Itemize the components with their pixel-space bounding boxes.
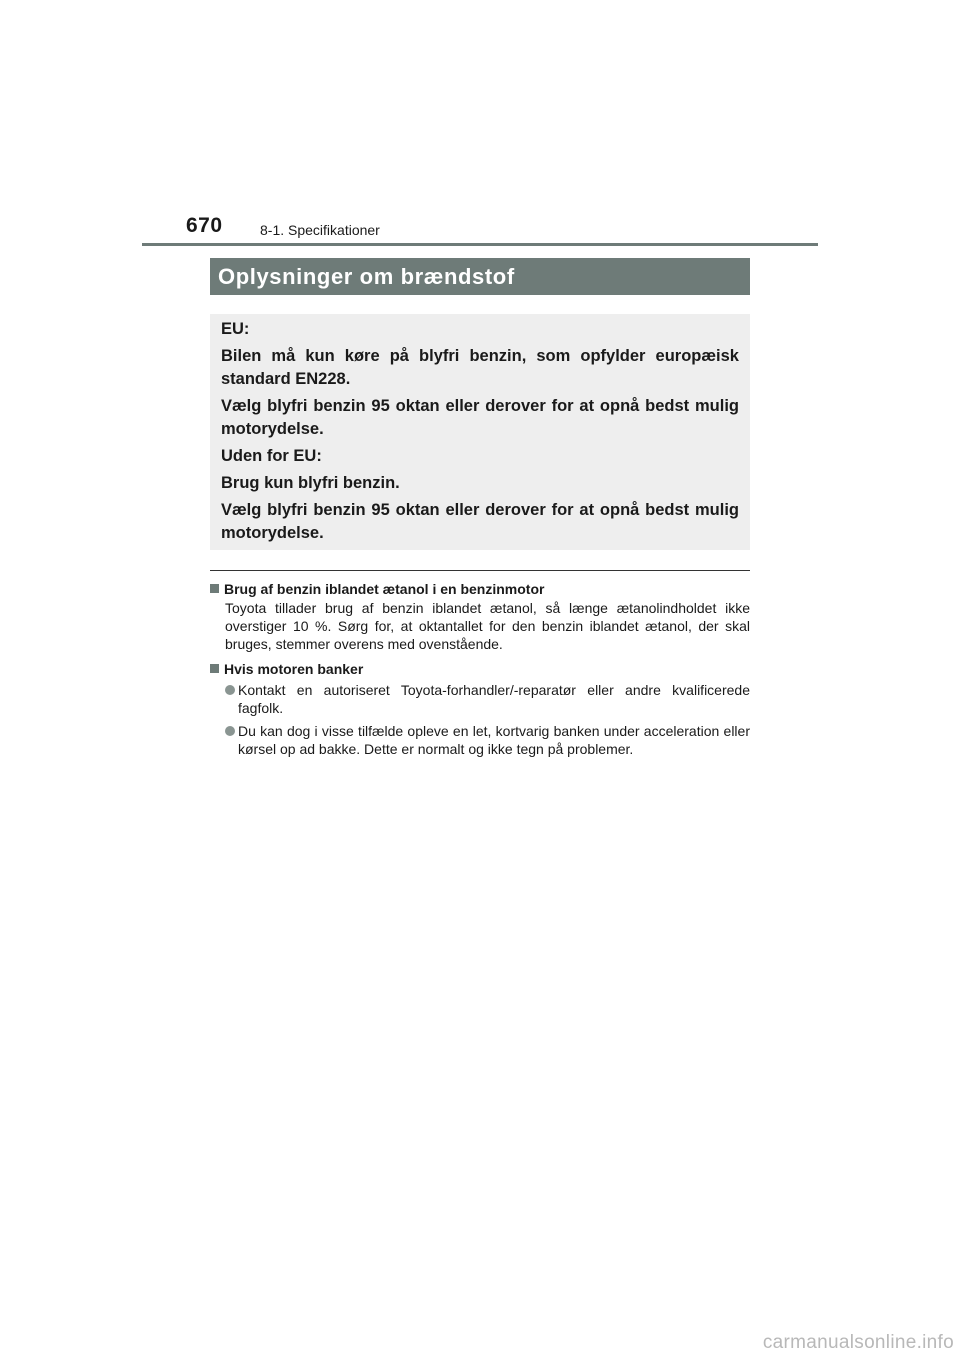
eu-heading: EU: xyxy=(221,320,250,338)
note-ethanol xyxy=(210,580,750,653)
note-heading-text: Brug af benzin iblandet ætanol i en benzinmotor xyxy=(224,581,545,597)
square-bullet-icon xyxy=(210,584,219,593)
note-heading xyxy=(210,580,750,598)
note-knocking xyxy=(210,660,750,758)
non-eu-line-1: Brug kun blyfri benzin. xyxy=(221,474,400,492)
page-title: Oplysninger om brændstof xyxy=(218,263,515,289)
notes-section xyxy=(210,580,750,758)
fuel-info-box xyxy=(210,314,750,550)
square-bullet-icon xyxy=(210,664,219,673)
list-item-text: Du kan dog i visse tilfælde opleve en let, kortvarig banken under acceleration eller kørsel op ad bakke. Dette er normalt og ikke tegn på problemer. xyxy=(238,723,750,757)
note-heading-text: Hvis motoren banker xyxy=(224,661,364,677)
circle-bullet-icon xyxy=(225,726,235,736)
eu-line-1: Bilen må kun køre på blyfri benzin, som opfylder europæisk standard EN228. xyxy=(221,347,739,388)
non-eu-heading: Uden for EU: xyxy=(221,447,322,465)
list-item xyxy=(225,722,750,758)
eu-line-2: Vælg blyfri benzin 95 oktan eller derover for at opnå bedst mulig motorydelse. xyxy=(221,397,739,438)
header-divider xyxy=(142,243,818,246)
note-heading xyxy=(210,660,750,678)
section-label: 8-1. Specifikationer xyxy=(260,222,380,238)
watermark: carmanualsonline.info xyxy=(762,1332,954,1353)
title-bar xyxy=(210,258,750,295)
list-item-text: Kontakt en autoriseret Toyota-forhandler/-reparatør eller andre kvalificerede fagfolk. xyxy=(238,682,750,716)
note-body: Toyota tillader brug af benzin iblandet ætanol, så længe ætanolindholdet ikke overstiger 10 %. Sørg for, at oktantallet for den benzin iblandet ætanol, der skal bruges, stemmer overens med ovenstående. xyxy=(225,600,750,652)
non-eu-line-2: Vælg blyfri benzin 95 oktan eller derover for at opnå bedst mulig motorydelse. xyxy=(221,501,739,542)
circle-bullet-icon xyxy=(225,685,235,695)
page-number: 670 xyxy=(186,214,223,237)
notes-divider xyxy=(210,570,750,571)
list-item xyxy=(225,681,750,717)
